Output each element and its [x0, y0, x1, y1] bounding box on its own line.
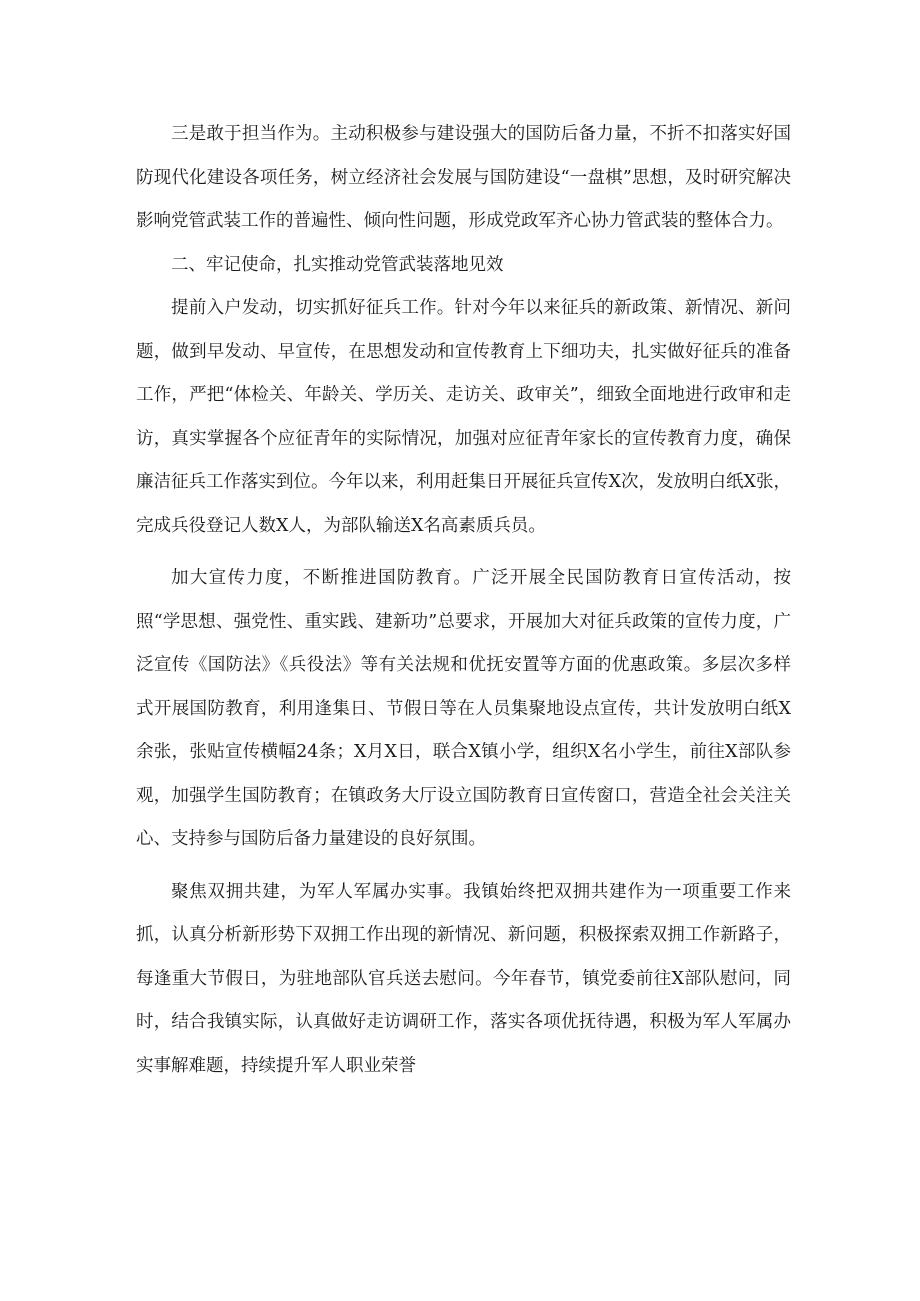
section-heading-2: 二、牢记使命，扎实推动党管武装落地见效 [171, 254, 504, 275]
paragraph-military-support: 聚焦双拥共建，为军人军属办实事。我镇始终把双拥共建作为一项重要工作来抓，认真分析新形势下双拥工作出现的新情况、新问题，积极探索双拥工作新路子，每逢重大节假日，为驻地部队官兵送去慰问。今年春节，镇党委前往X部队慰问，同时，结合我镇实际，认真做好走访调研工作，落实各项优抚待遇，积极为军人军属办实事解难题，持续提升军人职业荣誉 [136, 881, 791, 1076]
document-page [136, 113, 791, 1088]
paragraph-responsibility: 三是敢于担当作为。主动积极参与建设强大的国防后备力量，不折不扣落实好国防现代化建设各项任务，树立经济社会发展与国防建设“一盘棋”思想，及时研究解决影响党管武装工作的普遍性、倾向性问题，形成党政军齐心协力管武装的整体合力。 [136, 124, 791, 231]
paragraph-defense-education: 加大宣传力度，不断推进国防教育。广泛开展全民国防教育日宣传活动，按照“学思想、强党性、重实践、建新功”总要求，开展加大对征兵政策的宣传力度，广泛宣传《国防法》《兵役法》等有关法规和优抚安置等方面的优惠政策。多层次多样式开展国防教育，利用逢集日、节假日等在人员集聚地设点宣传，共计发放明白纸X余张，张贴宣传横幅24条；X月X日，联合X镇小学，组织X名小学生，前往X部队参观，加强学生国防教育；在镇政务大厅设立国防教育日宣传窗口，营造全社会关注关心、支持参与国防后备力量建设的良好氛围。 [136, 568, 791, 849]
paragraph-conscription: 提前入户发动，切实抓好征兵工作。针对今年以来征兵的新政策、新情况、新问题，做到早发动、早宣传，在思想发动和宣传教育上下细功夫，扎实做好征兵的准备工作，严把“体检关、年龄关、学历关、走访关、政审关”，细致全面地进行政审和走访，真实掌握各个应征青年的实际情况，加强对应征青年家长的宣传教育力度，确保廉洁征兵工作落实到位。今年以来，利用赶集日开展征兵宣传X次，发放明白纸X张，完成兵役登记人数X人，为部队输送X名高素质兵员。 [136, 298, 791, 536]
